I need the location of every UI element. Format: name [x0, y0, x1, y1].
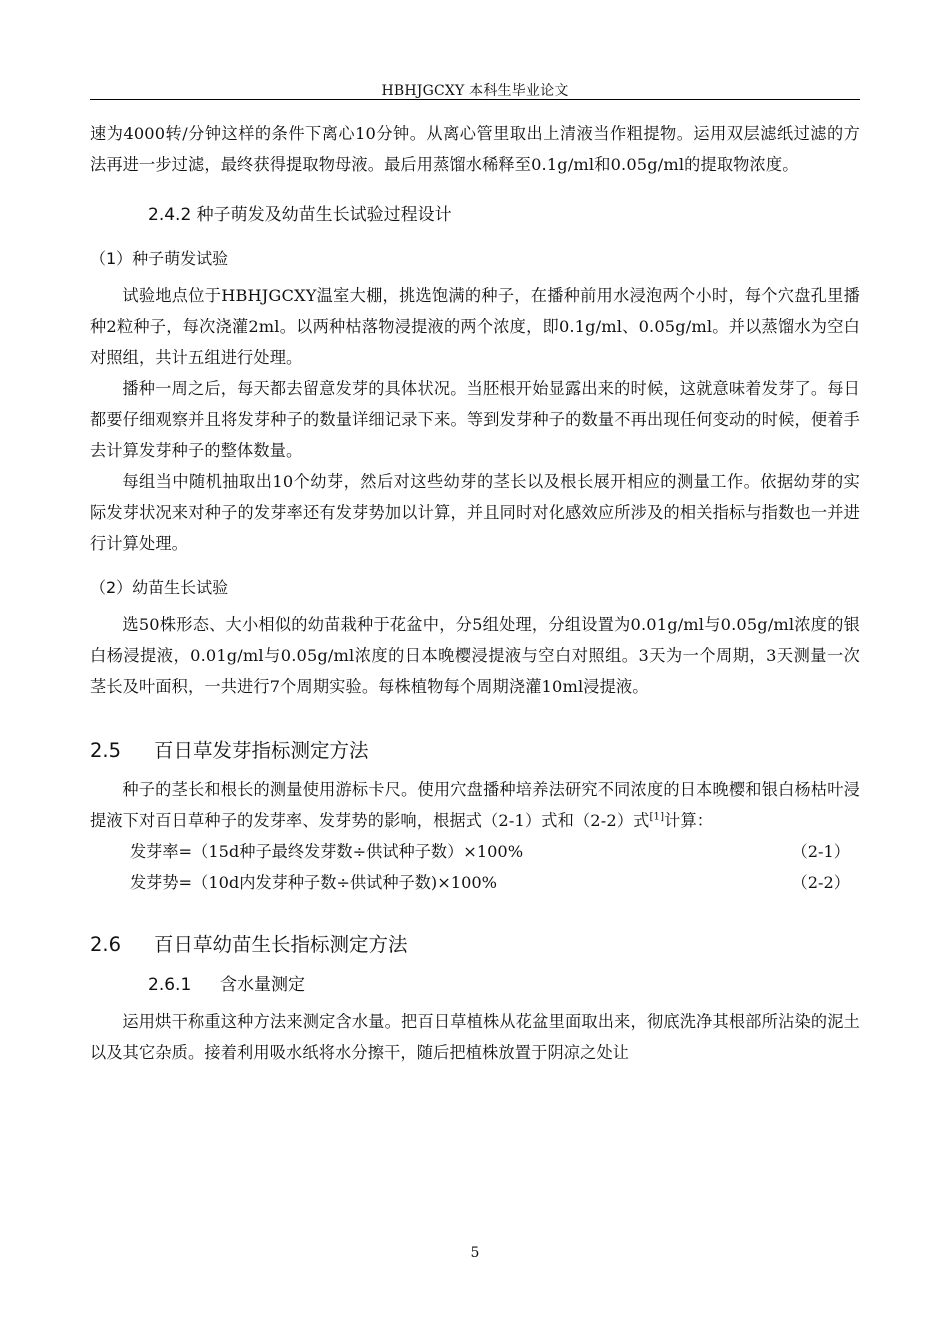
formula-label: （2-2） [791, 873, 850, 892]
section-2-6-title: 百日草幼苗生长指标测定方法 [154, 933, 408, 956]
section-2-5-heading [90, 734, 860, 768]
germination-method-text-end: 计算： [664, 811, 714, 830]
header-divider [90, 99, 860, 100]
section-2-5-number: 2.5 [90, 739, 122, 762]
formula-expression: 发芽率=（15d种子最终发芽数÷供试种子数）×100% [130, 842, 524, 861]
section-2-6-heading [90, 928, 860, 962]
page-header: HBHJGCXY 本科生毕业论文 [381, 83, 569, 99]
page-content [90, 118, 860, 1068]
section-2-5-title: 百日草发芽指标测定方法 [154, 739, 369, 762]
intro-paragraph: 速为4000转/分钟这样的条件下离心10分钟。从离心管里取出上清液当作粗提物。运用双层滤纸过滤的方法再进一步过滤，最终获得提取物母液。最后用蒸馏水稀释至0.1g/ml和0.05g/ml的提取物浓度。 [90, 124, 860, 174]
seed-germination-heading: （1）种子萌发试验 [90, 249, 229, 268]
seedling-growth-heading: （2）幼苗生长试验 [90, 578, 229, 597]
section-2-6-1-number: 2.6.1 [148, 975, 192, 995]
germination-paragraph-1: 试验地点位于HBHJGCXY温室大棚，挑选饱满的种子，在播种前用水浸泡两个小时，每个穴盘孔里播种2粒种子，每次浇灌2ml。以两种枯落物浸提液的两个浓度，即0.1g/ml、0.05g/ml。并以蒸馏水为空白对照组，共计五组进行处理。 [90, 286, 860, 367]
formula-expression: 发芽势=（10d内发芽种子数÷供试种子数)×100% [130, 873, 498, 892]
section-2-6-1-title: 含水量测定 [220, 975, 305, 995]
water-content-paragraph: 运用烘干称重这种方法来测定含水量。把百日草植株从花盆里面取出来，彻底洗净其根部所沾染的泥土以及其它杂质。接着利用吸水纸将水分擦干，随后把植株放置于阴凉之处让 [90, 1012, 860, 1062]
germination-method-paragraph [90, 774, 860, 836]
citation-reference: [1] [649, 811, 665, 823]
section-2-6-1-heading [148, 970, 860, 1000]
formula-germination-rate [90, 836, 860, 867]
formula-germination-energy [90, 867, 860, 898]
formula-label: （2-1） [791, 842, 850, 861]
page-number: 5 [470, 1245, 480, 1261]
section-2-4-2-heading: 2.4.2 种子萌发及幼苗生长试验过程设计 [148, 205, 452, 225]
germination-paragraph-2: 播种一周之后，每天都去留意发芽的具体状况。当胚根开始显露出来的时候，这就意味着发芽了。每日都要仔细观察并且将发芽种子的数量详细记录下来。等到发芽种子的数量不再出现任何变动的时候，便着手去计算发芽种子的整体数量。 [90, 379, 860, 460]
seedling-paragraph: 选50株形态、大小相似的幼苗栽种于花盆中，分5组处理，分组设置为0.01g/ml与0.05g/ml浓度的银白杨浸提液，0.01g/ml与0.05g/ml浓度的日本晚樱浸提液与空白对照组。3天为一个周期，3天测量一次茎长及叶面积，一共进行7个周期实验。每株植物每个周期浇灌10ml浸提液。 [90, 615, 860, 696]
germination-method-text: 种子的茎长和根长的测量使用游标卡尺。使用穴盘播种培养法研究不同浓度的日本晚樱和银白杨枯叶浸提液下对百日草种子的发芽率、发芽势的影响，根据式（2-1）式和（2-2）式 [90, 780, 860, 830]
section-2-6-number: 2.6 [90, 933, 122, 956]
germination-paragraph-3: 每组当中随机抽取出10个幼芽，然后对这些幼芽的茎长以及根长展开相应的测量工作。依据幼芽的实际发芽状况来对种子的发芽率还有发芽势加以计算，并且同时对化感效应所涉及的相关指标与指数也一并进行计算处理。 [90, 472, 860, 553]
